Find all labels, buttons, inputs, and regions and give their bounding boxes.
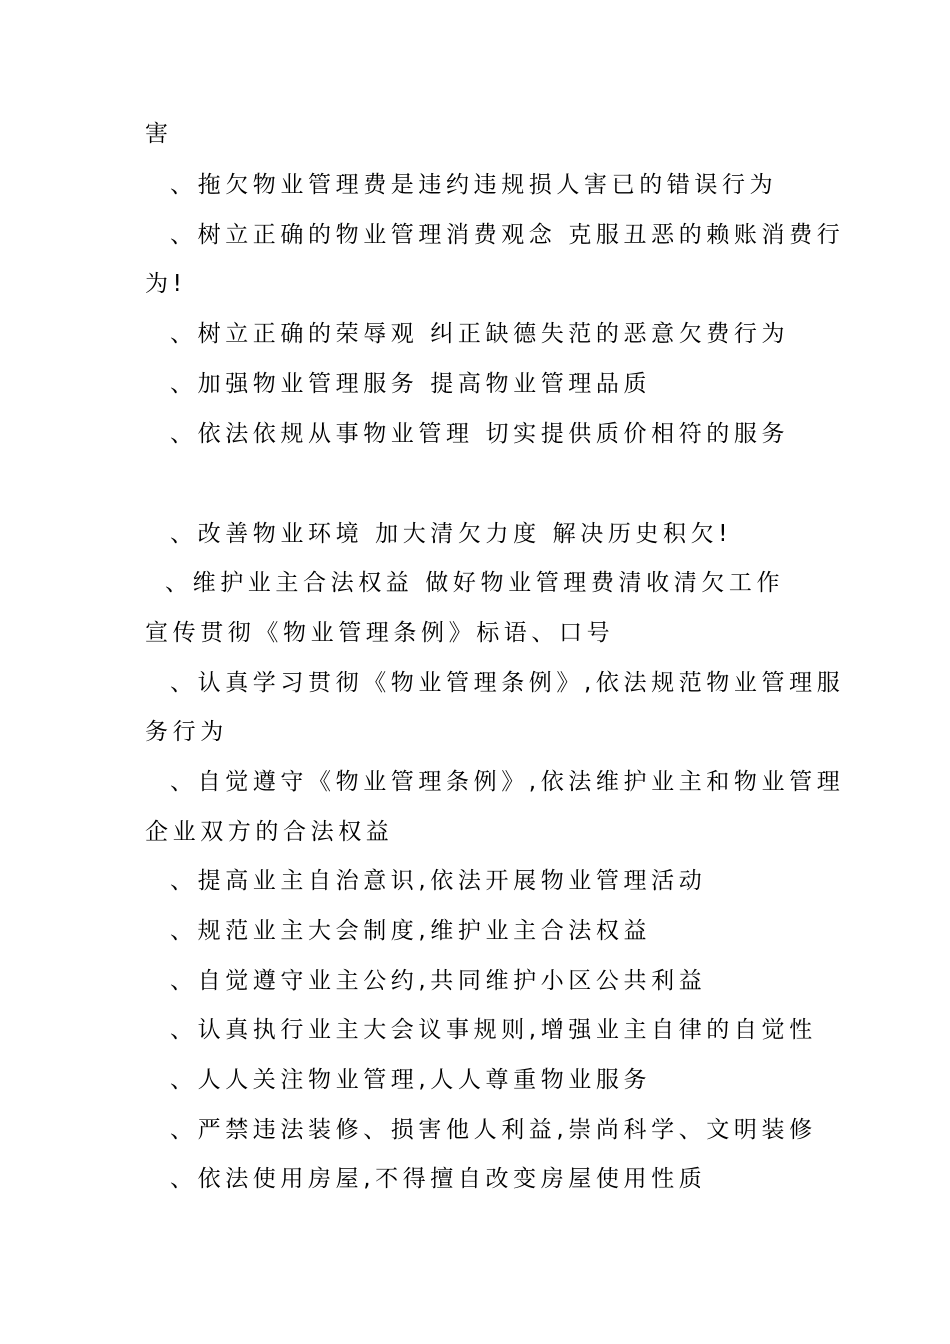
- text-line: 、严禁违法装修、损害他人利益,崇尚科学、文明装修: [170, 1117, 817, 1143]
- text-line: 、认真学习贯彻《物业管理条例》,依法规范物业管理服: [170, 670, 845, 696]
- text-line: 企业双方的合法权益: [145, 819, 394, 845]
- text-line: 害: [145, 121, 173, 147]
- section-heading: 宣传贯彻《物业管理条例》标语、口号: [145, 620, 615, 646]
- text-line: 、提高业主自治意识,依法开展物业管理活动: [170, 868, 707, 894]
- text-line: 、加强物业管理服务 提高物业管理品质: [170, 371, 652, 397]
- text-line: 为!: [145, 271, 187, 297]
- text-line: 、树立正确的荣辱观 纠正缺德失范的恶意欠费行为: [170, 321, 790, 347]
- text-line: 、自觉遵守《物业管理条例》,依法维护业主和物业管理: [170, 769, 845, 795]
- text-line: 、认真执行业主大会议事规则,增强业主自律的自觉性: [170, 1017, 817, 1043]
- text-line: 、依法使用房屋,不得擅自改变房屋使用性质: [170, 1166, 707, 1192]
- text-line: 、维护业主合法权益 做好物业管理费清收清欠工作: [165, 570, 785, 596]
- text-line: 、树立正确的物业管理消费观念 克服丑恶的赖账消费行: [170, 222, 845, 248]
- text-line: 、自觉遵守业主公约,共同维护小区公共利益: [170, 968, 707, 994]
- text-line: 、拖欠物业管理费是违约违规损人害已的错误行为: [170, 172, 778, 198]
- text-line: 、规范业主大会制度,维护业主合法权益: [170, 918, 652, 944]
- text-line: 、依法依规从事物业管理 切实提供质价相符的服务: [170, 421, 790, 447]
- text-line: 、人人关注物业管理,人人尊重物业服务: [170, 1067, 652, 1093]
- text-line: 、改善物业环境 加大清欠力度 解决历史积欠!: [170, 521, 733, 547]
- text-line: 务行为: [145, 719, 228, 745]
